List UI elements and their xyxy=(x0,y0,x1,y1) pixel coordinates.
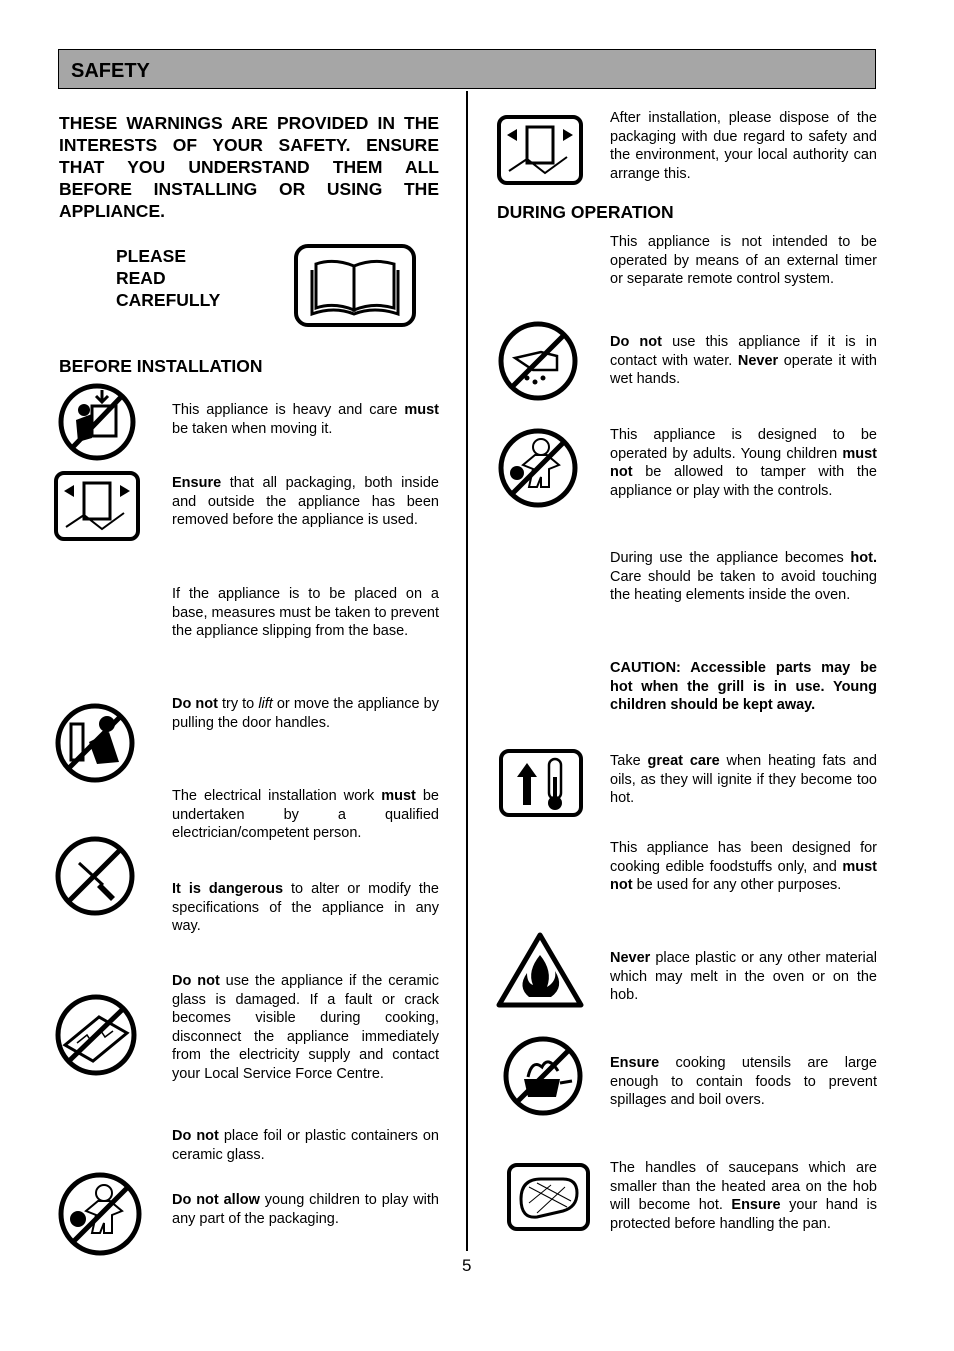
before-item-6: It is dangerous to alter or modify the specifications of the appliance in any way. xyxy=(172,881,439,934)
before-item-7: Do not use the appliance if the ceramic glass is damaged. If a fault or crack becomes visible during cooking, disconnect the appliance immediately from the electricity supply and contact your Local Service Force Centre. xyxy=(172,973,439,1082)
cracked-glass-icon xyxy=(53,993,139,1078)
before-item-8: Do not place foil or plastic containers on ceramic glass. xyxy=(172,1128,439,1163)
before-item-5: The electrical installation work must be undertaken by a qualified electrician/competent person. xyxy=(172,788,439,841)
during-item-2: Do not use this appliance if it is in contact with water. Never operate it with wet hands. xyxy=(610,334,877,387)
after-installation-text: After installation, please dispose of the packaging with due regard to safety and the environment, your local authority can arrange this. xyxy=(610,110,877,182)
packaging-icon xyxy=(54,471,140,541)
please-read-line: READ xyxy=(116,268,166,288)
during-item-10: The handles of saucepans which are smaller than the heated area on the hob will become hot. Ensure your hand is protected before handling the pan. xyxy=(610,1160,877,1232)
section-header xyxy=(58,49,876,89)
before-item-3: If the appliance is to be placed on a base, measures must be taken to prevent the appliance slipping from the base. xyxy=(172,586,439,639)
please-read-line: CAREFULLY xyxy=(116,290,221,310)
heat-thermometer-icon xyxy=(499,749,583,817)
column-divider xyxy=(466,91,468,1251)
before-item-1: This appliance is heavy and care must be taken when moving it. xyxy=(172,402,439,437)
during-item-1: This appliance is not intended to be operated by means of an external timer or separate remote control system. xyxy=(610,234,877,287)
during-item-6: Take great care when heating fats and oils, as they will ignite if they become too hot. xyxy=(610,753,877,806)
before-item-2: Ensure that all packaging, both inside and outside the appliance has been removed before the appliance is used. xyxy=(172,475,439,528)
no-screwdriver-icon xyxy=(53,835,137,917)
packaging-disposal-icon xyxy=(497,115,583,185)
during-item-5-caution: CAUTION: Accessible parts may be hot when the grill is in use. Young children should be kept away. xyxy=(610,660,877,713)
oven-glove-icon xyxy=(507,1163,590,1231)
during-item-4: During use the appliance becomes hot. Care should be taken to avoid touching the heating elements inside the oven. xyxy=(610,550,877,603)
no-boilover-icon xyxy=(502,1035,584,1117)
no-pull-handle-icon xyxy=(53,702,137,784)
no-child-icon xyxy=(497,427,579,509)
please-read-label xyxy=(116,245,220,311)
during-operation-heading: DURING OPERATION xyxy=(497,202,674,222)
during-item-7: This appliance has been designed for cooking edible foodstuffs only, and must not be used for any other purposes. xyxy=(610,840,877,893)
during-item-3: This appliance is designed to be operated by adults. Young children must not be allowed to tamper with the appliance or play with the controls. xyxy=(610,427,877,499)
page-number: 5 xyxy=(462,1256,472,1275)
intro-warning: THESE WARNINGS ARE PROVIDED IN THE INTERESTS OF YOUR SAFETY. ENSURE THAT YOU UNDERSTAND THEM ALL BEFORE INSTALLING OR USING THE APPLIANCE. xyxy=(59,113,439,221)
fire-warning-icon xyxy=(495,931,585,1009)
heavy-lift-icon xyxy=(56,382,138,462)
section-title: SAFETY xyxy=(71,60,150,82)
please-read-line: PLEASE xyxy=(116,246,187,266)
no-water-icon xyxy=(497,320,580,402)
before-item-9: Do not allow young children to play with any part of the packaging. xyxy=(172,1192,439,1227)
during-item-9: Ensure cooking utensils are large enough to contain foods to prevent spillages and boil overs. xyxy=(610,1055,877,1108)
book-icon xyxy=(294,244,416,327)
during-item-8: Never place plastic or any other material which may melt in the oven or on the hob. xyxy=(610,950,877,1003)
no-child-play-icon xyxy=(56,1171,144,1257)
before-item-4: Do not try to lift or move the appliance by pulling the door handles. xyxy=(172,696,439,731)
before-installation-heading: BEFORE INSTALLATION xyxy=(59,356,263,376)
